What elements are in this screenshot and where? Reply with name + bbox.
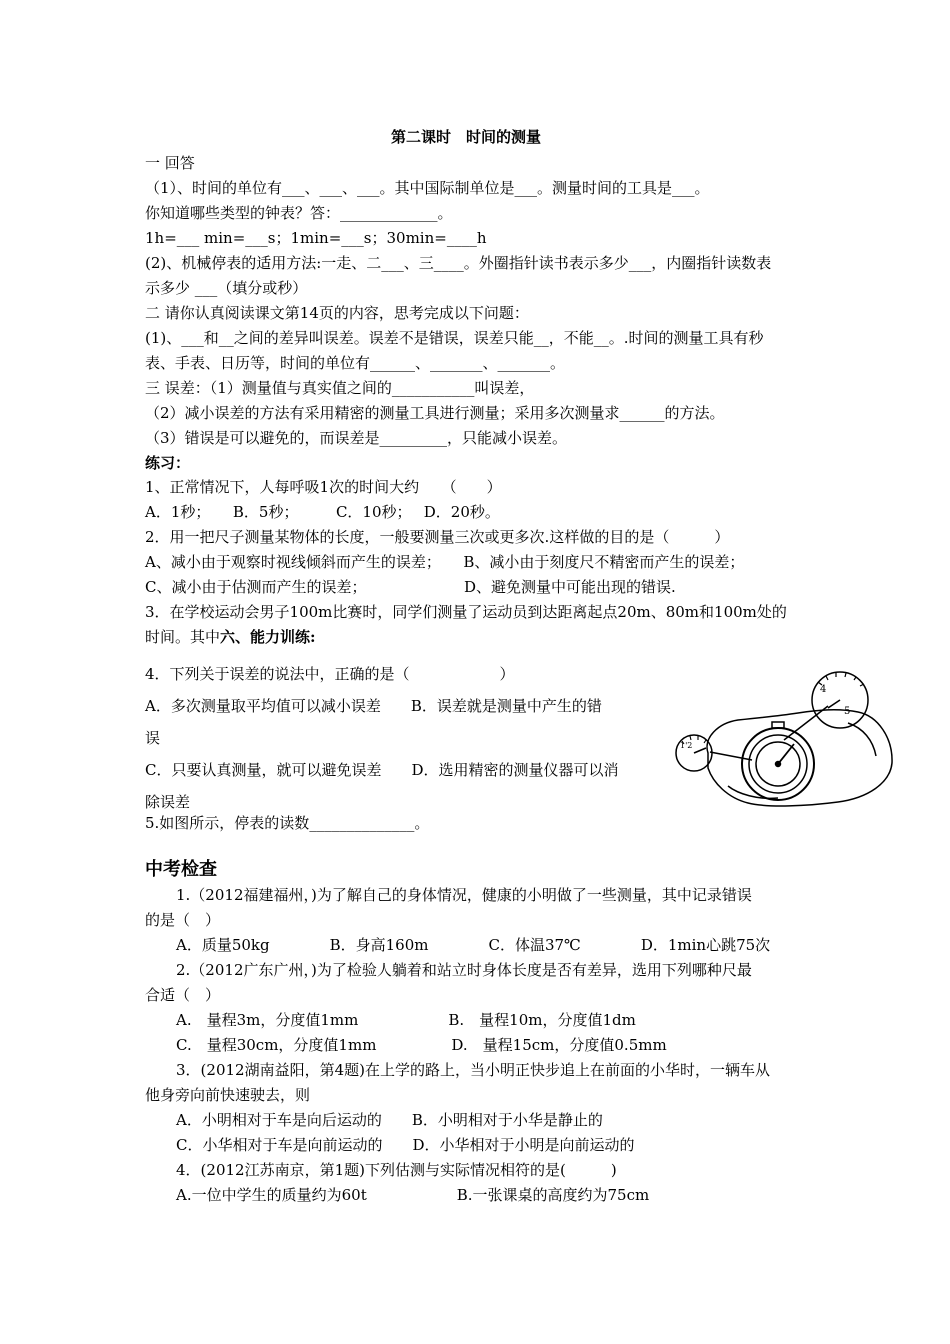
section-3-line-2: （2）减小误差的方法有采用精密的测量工具进行测量；采用多次测量求______的方法。 (145, 404, 725, 422)
zhongkao-q3-options-ab: A．小明相对于车是向后运动的 B．小明相对于小华是静止的 (176, 1111, 603, 1129)
zhongkao-q4-options: A.一位中学生的质量约为60t B.一张课桌的高度约为75cm (176, 1186, 650, 1204)
zhongkao-q1-options: A．质量50kg B．身高160m C．体温37℃ D．1min心跳75次 (176, 936, 771, 954)
section-1-line-4: (2)、机械停表的适用方法:一走、二___、三____。外圈指针读书表示多少___，内圈指针读数表 (145, 254, 772, 272)
practice-q3-line-1: 3．在学校运动会男子100m比赛时，同学们测量了运动员到达距离起点20m、80m和100m处的 (145, 603, 787, 621)
zhongkao-q3-line-2: 他身旁向前快速驶去，则 (145, 1086, 311, 1104)
practice-heading: 练习： (145, 454, 191, 472)
section-2-line-2: 表、手表、日历等，时间的单位有______、_______、_______。 (145, 354, 566, 372)
section-1-line-5: 示多少 ___（填分或秒） (145, 279, 308, 297)
practice-q3-line-2 (145, 627, 316, 647)
practice-q2-options-ab: A、减小由于观察时视线倾斜而产生的误差； B、减小由于刻度尺不精密而产生的误差； (145, 553, 745, 571)
zhongkao-q1-line-2: 的是（ ） (145, 911, 221, 929)
zhongkao-q2-options-cd: C. 量程30cm，分度值1mm D. 量程15cm，分度值0.5mm (176, 1036, 667, 1054)
practice-q2: 2．用一把尺子测量某物体的长度，一般要测量三次或更多次.这样做的目的是（ ） (145, 528, 730, 546)
stopwatch-illustration (668, 668, 898, 818)
zoom-dial-big-label-4: 4 (820, 684, 827, 695)
section-2-line-1: (1)、___和__之间的差异叫误差。误差不是错误，误差只能__，不能__。.时间的测量工具有秒 (145, 329, 764, 347)
practice-q1-options: A．1秒； B．5秒； C．10秒； D．20秒。 (145, 503, 500, 521)
practice-q5: 5.如图所示，停表的读数______________。 (145, 814, 430, 832)
section-1-line-1: （1）、时间的单位有___、___、___。其中国际制单位是___。测量时间的工具是___。 (145, 179, 710, 197)
practice-q1: 1、正常情况下，人每呼吸1次的时间大约 （ ） (145, 478, 502, 496)
practice-q4-options-ab-cont: 误 (145, 729, 161, 747)
page-title: 第二课时 时间的测量 (391, 128, 542, 146)
zhongkao-q4-line-1: 4．(2012江苏南京，第1题)下列估测与实际情况相符的是( ) (176, 1161, 617, 1179)
practice-q2-options-cd: C、减小由于估测而产生的误差； D、避免测量中可能出现的错误. (145, 578, 676, 596)
zhongkao-q1-line-1: 1.（2012福建福州，)为了解自己的身体情况，健康的小明做了一些测量，其中记录错误 (176, 886, 752, 904)
section-3-line-1: 三 误差：（1）测量值与真实值之间的___________叫误差， (145, 379, 535, 397)
zhongkao-q2-line-1: 2.（2012广东广州，)为了检验人躺着和站立时身体长度是否有差异，选用下列哪种尺最 (176, 961, 752, 979)
zhongkao-q3-line-1: 3．(2012湖南益阳，第4题)在上学的路上，当小明正快步追上在前面的小华时，一辆车从 (176, 1061, 770, 1079)
zhongkao-heading: 中考检查 (145, 859, 217, 880)
zhongkao-q2-options-ab: A. 量程3m，分度值1mm B. 量程10m，分度值1dm (176, 1011, 636, 1029)
practice-q4-options-cd: C．只要认真测量，就可以避免误差 D．选用精密的测量仪器可以消 (145, 761, 619, 779)
section-1-heading: 一 回答 (145, 154, 195, 172)
zhongkao-q3-options-cd: C．小华相对于车是向前运动的 D．小华相对于小明是向前运动的 (176, 1136, 635, 1154)
zhongkao-q2-line-2: 合适（ ） (145, 986, 221, 1004)
zoom-dial-big-label-5: 5 (844, 706, 851, 717)
practice-q4-options-cd-cont: 除误差 (145, 793, 191, 811)
practice-q4: 4．下列关于误差的说法中，正确的是（ ） (145, 665, 515, 683)
practice-q3-text: 时间。其中 (145, 628, 221, 646)
zoom-dial-big (812, 672, 868, 728)
section-1-line-3: 1h=___ min=___s；1min=___s；30min=____h (145, 229, 487, 247)
section-1-line-2: 你知道哪些类型的钟表？答：_____________。 (145, 204, 453, 222)
section-3-line-3: （3）错误是可以避免的，而误差是_________，只能减小误差。 (145, 429, 568, 447)
ability-training-heading: 六、能力训练: (220, 628, 316, 646)
practice-q4-options-ab: A．多次测量取平均值可以减小误差 B．误差就是测量中产生的错 (145, 697, 602, 715)
zoom-dial-small-label: 1'2 (680, 741, 693, 750)
section-2-heading: 二 请你认真阅读课文第14页的内容，思考完成以下问题： (145, 304, 529, 322)
